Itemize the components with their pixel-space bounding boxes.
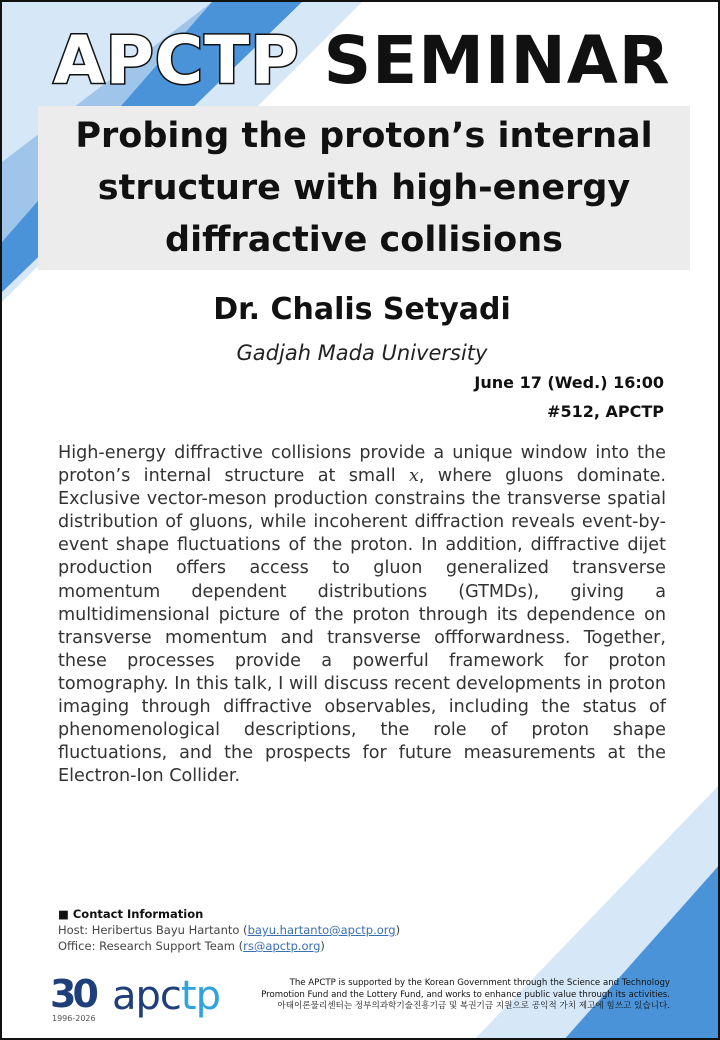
brand-word: APCTP [53, 22, 300, 99]
contact-office [58, 938, 578, 954]
anniversary-years: 1996-2026 [52, 1014, 96, 1023]
office-email-link[interactable]: rs@apctp.org [243, 939, 321, 953]
contact-office-label: Office: Research Support Team ( [58, 939, 244, 953]
funding-statement-ko: 아태이론물리센터는 정부의과학기술진흥기금 및 복권기금 지원으로 공익적 가치 제고에 힘쓰고 있습니다. [277, 1001, 670, 1012]
contact-heading: ■ Contact Information [58, 907, 204, 921]
event-date-time: June 17 (Wed.) 16:00 [474, 373, 664, 392]
seminar-word: SEMINAR [323, 22, 671, 99]
abstract-variable-x: x [408, 466, 419, 487]
speaker-affiliation: Gadjah Mada University [236, 341, 488, 365]
anniversary-30-logo: 30 [50, 972, 95, 1016]
apctp-logo [48, 974, 278, 1030]
contact-information [58, 906, 578, 954]
title-box [38, 106, 690, 270]
host-email-link[interactable]: bayu.hartanto@apctp.org [247, 923, 396, 937]
funding-statement-en: The APCTP is supported by the Korean Government through the Science and Technology Promotion Fund and the Lottery Fund, and works to enhance public value through its activities. [261, 978, 670, 1000]
abstract [58, 442, 666, 788]
apctp-wordmark [112, 973, 220, 1019]
contact-host-close: ) [395, 923, 401, 937]
contact-office-close: ) [320, 939, 325, 953]
seminar-header [12, 24, 712, 98]
event-venue: #512, APCTP [547, 402, 664, 421]
contact-host [58, 922, 578, 938]
contact-host-label: Host: Heribertus Bayu Hartanto ( [58, 923, 248, 937]
wordmark-tp: tp [180, 973, 220, 1019]
talk-title: Probing the proton’s internal structure with high-energy diffractive collisions [75, 116, 653, 260]
funding-statement [250, 978, 670, 1013]
abstract-text-part2: , where gluons dominate. Exclusive vector-meson production constrains the transverse spatial distribution of gluons, while incoherent diffraction reveals event-by-event shape fluctuations of the proton. In addition, diffractive dijet production offers access to gluon generalized transverse momentum dependent distributions (GTMDs), giving a multidimensional picture of the proton through its dependence on transverse momentum and transverse offforwardness. Together, these processes provide a powerful framework for proton tomography. In this talk, I will discuss recent developments in proton imaging through diffractive observables, including the status of phenomenological descriptions, the role of proton shape fluctuations, and the prospects for future measurements at the Electron-Ion Collider. [58, 466, 667, 787]
wordmark-apc: apc [112, 973, 181, 1019]
speaker-name: Dr. Chalis Setyadi [213, 292, 511, 327]
abstract-text-part1: High-energy diffractive collisions provide a unique window into the proton’s internal structure at small [58, 443, 666, 487]
